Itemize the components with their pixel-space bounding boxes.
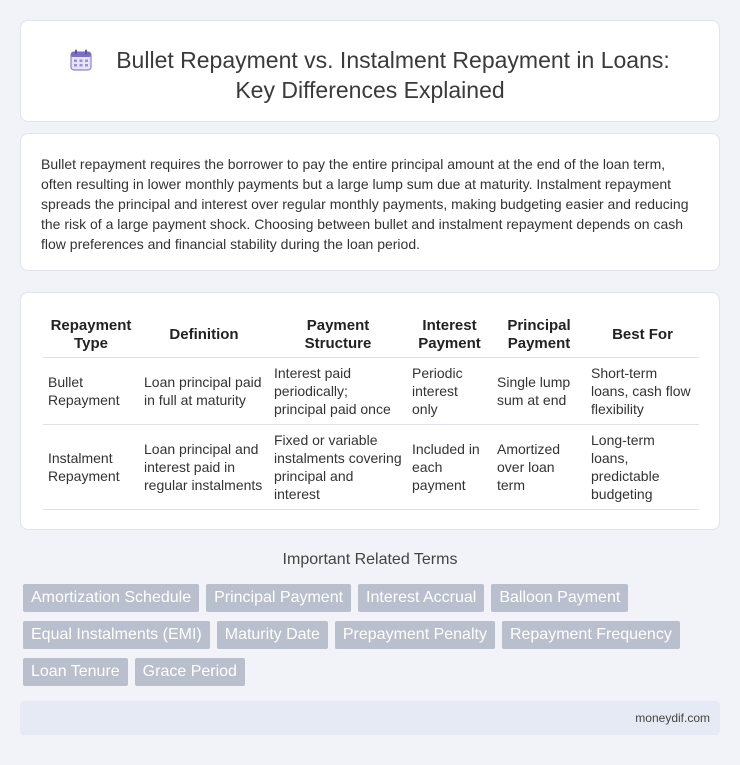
comparison-table-card: [20, 292, 720, 530]
table-cell: Fixed or variable instalments covering principal and interest: [269, 425, 407, 510]
intro-card: [20, 133, 720, 271]
calendar-icon: [70, 49, 92, 71]
table-cell: Included in each payment: [407, 425, 492, 510]
site-credit[interactable]: moneydif.com: [635, 711, 710, 725]
column-header: Payment Structure: [269, 313, 407, 358]
related-terms-list: [23, 584, 723, 695]
related-term-tag[interactable]: Balloon Payment: [491, 584, 628, 612]
table-cell: Instalment Repayment: [43, 425, 139, 510]
table-cell: Loan principal and interest paid in regular instalments: [139, 425, 269, 510]
intro-paragraph: Bullet repayment requires the borrower to pay the entire principal amount at the end of the loan term, often resulting in lower monthly payments but a large lump sum due at maturity. Instalment repayment spreads the principal and interest over regular monthly payments, making budgeting easier and reducing the risk of a large payment shock. Choosing between bullet and instalment repayment depends on cash flow preferences and financial stability during the loan period.: [41, 156, 689, 252]
column-header: Interest Payment: [407, 313, 492, 358]
related-term-tag[interactable]: Maturity Date: [217, 621, 328, 649]
related-term-tag[interactable]: Prepayment Penalty: [335, 621, 495, 649]
related-term-tag[interactable]: Loan Tenure: [23, 658, 128, 686]
column-header: Definition: [139, 313, 269, 358]
column-header: Repayment Type: [43, 313, 139, 358]
page-title: [61, 45, 679, 105]
table-row: [43, 425, 699, 510]
related-term-tag[interactable]: Amortization Schedule: [23, 584, 199, 612]
table-cell: Loan principal paid in full at maturity: [139, 358, 269, 425]
page-title-text: Bullet Repayment vs. Instalment Repayment in Loans: Key Differences Explained: [116, 47, 670, 103]
table-cell: Long-term loans, predictable budgeting: [586, 425, 699, 510]
footer-bar: [20, 701, 720, 735]
column-header: Best For: [586, 313, 699, 358]
related-term-tag[interactable]: Equal Instalments (EMI): [23, 621, 210, 649]
related-term-tag[interactable]: Grace Period: [135, 658, 245, 686]
table-cell: Amortized over loan term: [492, 425, 586, 510]
related-term-tag[interactable]: Repayment Frequency: [502, 621, 680, 649]
table-cell: Bullet Repayment: [43, 358, 139, 425]
related-terms-heading: Important Related Terms: [282, 551, 458, 568]
table-row: [43, 358, 699, 425]
comparison-table: [43, 313, 699, 510]
table-cell: Interest paid periodically; principal paid once: [269, 358, 407, 425]
table-header-row: [43, 313, 699, 358]
table-cell: Periodic interest only: [407, 358, 492, 425]
related-term-tag[interactable]: Interest Accrual: [358, 584, 484, 612]
column-header: Principal Payment: [492, 313, 586, 358]
related-term-tag[interactable]: Principal Payment: [206, 584, 351, 612]
table-cell: Single lump sum at end: [492, 358, 586, 425]
title-card: [20, 20, 720, 122]
table-cell: Short-term loans, cash flow flexibility: [586, 358, 699, 425]
